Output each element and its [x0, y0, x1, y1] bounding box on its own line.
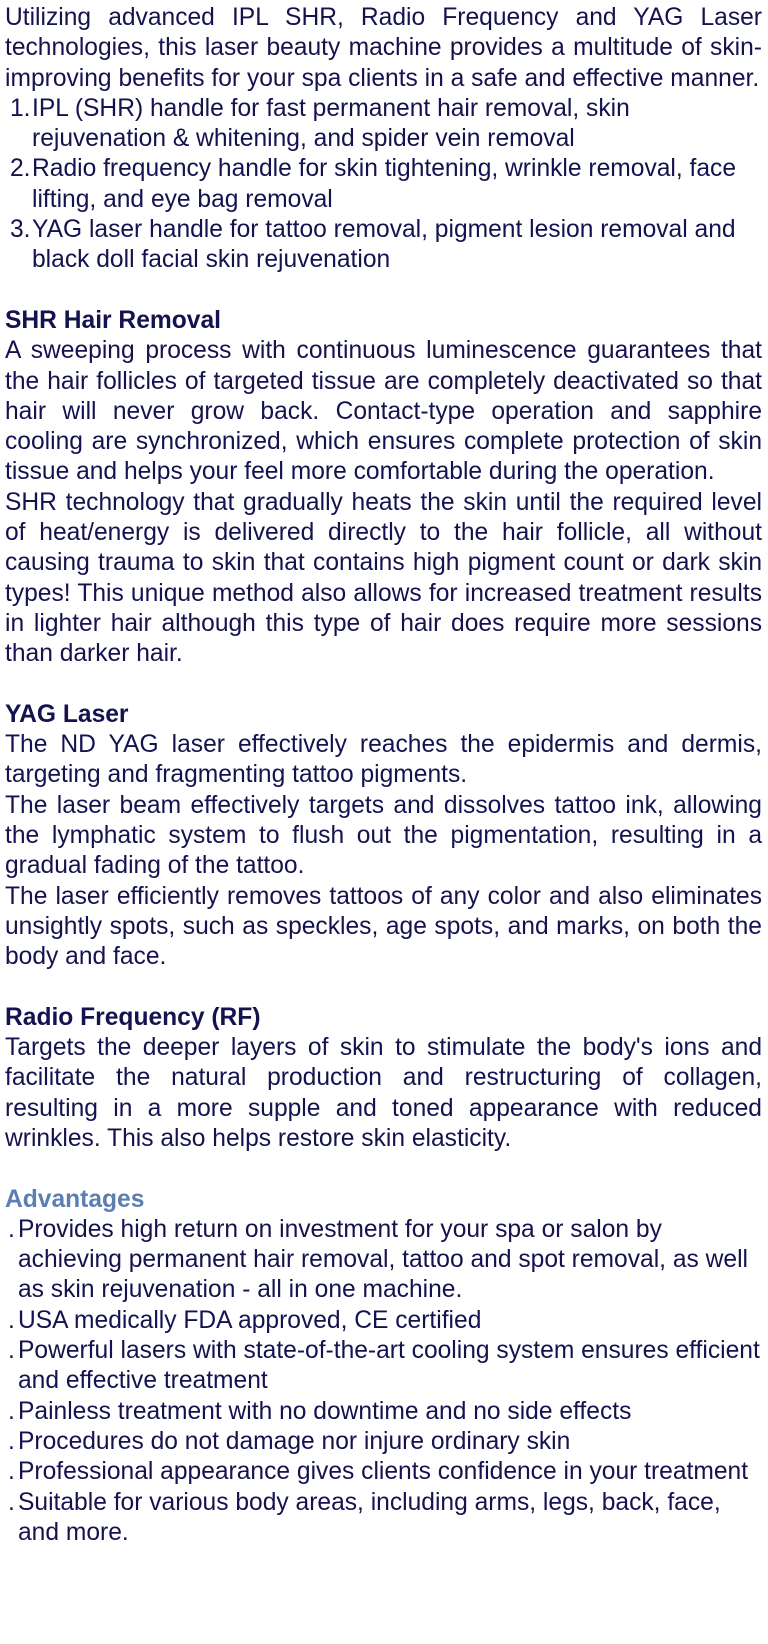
list-number: 3.: [10, 216, 31, 244]
list-item: [5, 154, 762, 215]
list-item: [5, 215, 762, 276]
list-item: [5, 1427, 762, 1457]
list-number: 1.: [10, 94, 31, 122]
section-spacer: [5, 276, 762, 306]
list-item-text: Suitable for various body areas, including arms, legs, back, face, and more.: [18, 1488, 721, 1546]
bullet: .: [8, 1306, 15, 1334]
yag-paragraph-3: The laser efficiently removes tattoos of any color and also eliminates unsightly spots, such as speckles, age spots, and marks, on both the body and face.: [5, 882, 762, 971]
list-item-text: Powerful lasers with state-of-the-art cooling system ensures efficient and effective treatment: [18, 1337, 760, 1395]
bullet: .: [8, 1215, 15, 1243]
list-item-text: Painless treatment with no downtime and no side effects: [18, 1397, 632, 1425]
list-item: [5, 1397, 762, 1427]
shr-paragraph-1: A sweeping process with continuous luminescence guarantees that the hair follicles of targeted tissue are completely deactivated so that hair will never grow back. Contact-type operation and sapphire cooling are synchronized, which ensures complete protection of skin tissue and helps your feel more comfortable during the operation.: [5, 337, 762, 486]
rf-paragraph-1: Targets the deeper layers of skin to stimulate the body's ions and facilitate the natural production and restructuring of collagen, resulting in a more supple and toned appearance with reduced wrinkles. This also helps restore skin elasticity.: [5, 1034, 762, 1152]
yag-paragraph-2: The laser beam effectively targets and dissolves tattoo ink, allowing the lymphatic system to flush out the pigmentation, resulting in a gradual fading of the tattoo.: [5, 791, 762, 880]
shr-paragraph-2: SHR technology that gradually heats the skin until the required level of heat/energy is delivered directly to the hair follicle, all without causing trauma to skin that contains high pigment count or dark skin types! This unique method also allows for increased treatment results in lighter hair although this type of hair does require more sessions than darker hair.: [5, 488, 762, 668]
advantages-list: [5, 1215, 762, 1548]
shr-heading: SHR Hair Removal: [5, 306, 221, 334]
list-item: [5, 1306, 762, 1336]
list-item: [5, 1457, 762, 1487]
bullet: .: [8, 1427, 15, 1455]
bullet: .: [8, 1397, 15, 1425]
bullet: .: [8, 1458, 15, 1486]
list-item: [5, 1336, 762, 1397]
list-item-text: YAG laser handle for tattoo removal, pigment lesion removal and black doll facial skin rejuvenation: [32, 216, 736, 274]
list-item: [5, 1215, 762, 1306]
list-item-text: USA medically FDA approved, CE certified: [18, 1306, 482, 1334]
list-item: [5, 94, 762, 155]
bullet: .: [8, 1488, 15, 1516]
list-item: [5, 1488, 762, 1549]
list-item-text: IPL (SHR) handle for fast permanent hair removal, skin rejuvenation & whitening, and spider vein removal: [32, 94, 630, 153]
advantages-heading: Advantages: [5, 1185, 145, 1213]
handles-list: [5, 94, 762, 276]
yag-paragraph-1: The ND YAG laser effectively reaches the epidermis and dermis, targeting and fragmenting tattoo pigments.: [5, 731, 762, 789]
bullet: .: [8, 1337, 15, 1365]
list-item-text: Radio frequency handle for skin tightening, wrinkle removal, face lifting, and eye bag removal: [32, 155, 737, 213]
list-number: 2.: [10, 155, 31, 183]
list-item-text: Provides high return on investment for your spa or salon by achieving permanent hair removal, tattoo and spot removal, as well as skin rejuvenation - all in one machine.: [18, 1215, 748, 1304]
list-item-text: Professional appearance gives clients confidence in your treatment: [18, 1458, 749, 1486]
section-spacer: [5, 670, 762, 700]
rf-heading: Radio Frequency (RF): [5, 1003, 261, 1031]
section-spacer: [5, 973, 762, 1003]
yag-heading: YAG Laser: [5, 700, 129, 728]
intro-paragraph: Utilizing advanced IPL SHR, Radio Frequency and YAG Laser technologies, this laser beauty machine provides a multitude of skin-improving benefits for your spa clients in a safe and effective manner.: [5, 4, 762, 92]
section-spacer: [5, 1154, 762, 1184]
list-item-text: Procedures do not damage nor injure ordinary skin: [18, 1427, 571, 1455]
